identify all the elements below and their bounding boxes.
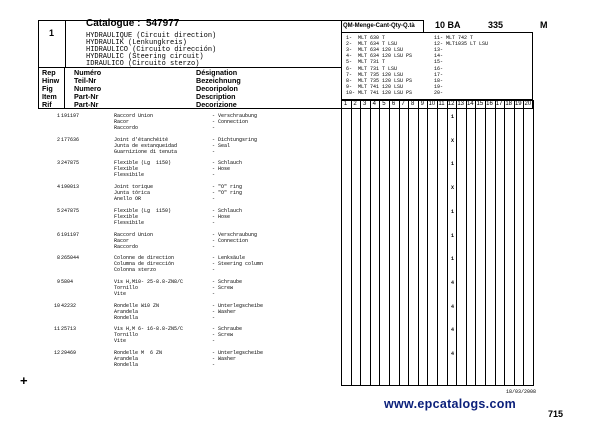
catalogue-number: 547977 [146, 18, 180, 29]
description-de: - Lenksäule [212, 255, 246, 262]
column-number: 3 [363, 101, 367, 107]
column-number: 14 [466, 101, 474, 107]
description-fr: Joint d'étanchéité [114, 136, 169, 143]
description-dash: - [212, 338, 216, 345]
item-number: 9 [56, 278, 60, 285]
column-number: 11 [438, 101, 445, 107]
grid-line [418, 100, 419, 386]
part-number: 190013 [61, 184, 80, 191]
description-en: - Hose [212, 213, 231, 220]
part-number: 191197 [61, 113, 80, 119]
catalogue-label: Catalogue : [86, 18, 141, 29]
model-entry: 9- MLT 741 120 LSU [346, 83, 404, 90]
description-it: Vite [114, 290, 127, 297]
column-number: 8 [411, 101, 415, 107]
model-entry: 2- MLT 634 T LSU [346, 41, 398, 48]
item-number: 12 [53, 350, 60, 356]
model-entry: 3- MLT 634 120 LSU [346, 47, 404, 54]
model-entry: 19- [434, 83, 444, 90]
divider [64, 67, 65, 109]
description-es: Columna de dirección [114, 261, 175, 268]
column-header-description: Désignation Bezeichnung Decoripolon Description Decorizione [196, 68, 241, 109]
description-it: Raccordo [114, 243, 139, 250]
description-dash: - [212, 314, 216, 321]
description-fr: Flexible (Lg 1150) [114, 207, 172, 214]
description-it: Guarnizione di tenuta [114, 148, 178, 155]
quantity-value: X [451, 137, 455, 144]
model-letter: M [540, 20, 548, 30]
description-en: - Screw [212, 284, 234, 291]
description-en: - Hose [212, 166, 231, 173]
description-en: - Washer [212, 356, 237, 362]
description-fr: Flexible (Lg 1150) [114, 160, 172, 167]
quantity-value: 1 [451, 208, 455, 215]
description-es: Racor [114, 119, 130, 125]
part-number: 29469 [61, 350, 77, 356]
model-entry: 15- [434, 59, 444, 66]
item-number: 5 [56, 207, 60, 214]
column-number: 1 [343, 101, 348, 107]
column-number: 16 [486, 101, 493, 107]
part-number: 191197 [61, 231, 80, 238]
description-fr: Joint torique [114, 184, 154, 191]
description-fr: Rondelle M 6 ZN [114, 350, 163, 356]
description-en: - Connection [212, 237, 249, 244]
column-number: 4 [372, 101, 376, 107]
column-number: 19 [514, 101, 522, 107]
grid-line [360, 100, 361, 386]
quantity-value: 4 [451, 279, 455, 286]
description-de: - Verschraubung [212, 231, 258, 238]
description-it: Flessibile [114, 219, 145, 226]
page-index: 1 [49, 28, 55, 38]
model-code: 10 BA [435, 20, 461, 30]
description-de: - Schraube [212, 326, 243, 333]
description-en: - Seal [212, 142, 231, 149]
quantity-value: 1 [451, 114, 455, 120]
grid-line [514, 100, 515, 386]
description-fr: Raccord Union [114, 113, 154, 119]
column-number: 13 [457, 101, 465, 107]
grid-line [533, 100, 534, 386]
description-dash: - [212, 196, 216, 203]
description-fr: Vis H,M10- 25-8.8-ZN8/C [114, 278, 184, 285]
quantity-value: 4 [451, 303, 455, 310]
description-it: Vite [114, 338, 127, 345]
part-number: 177636 [61, 136, 80, 143]
description-de: - Unterlegscheibe [212, 350, 264, 356]
column-number: 10 [428, 101, 436, 107]
grid-line [523, 100, 524, 386]
print-date: 18/03/2008 [506, 389, 537, 395]
description-it: Rondella [114, 314, 139, 321]
quantity-value: 1 [451, 232, 455, 239]
model-entry: 17- [434, 71, 444, 78]
model-entry: 16- [434, 65, 444, 72]
description-es: Flexible [114, 213, 139, 220]
item-number: 10 [53, 302, 60, 309]
grid-line [456, 100, 457, 386]
description-en: - Connection [212, 119, 249, 125]
description-de: - Verschraubung [212, 113, 258, 119]
quantity-value: 4 [451, 327, 455, 334]
description-dash: - [212, 172, 216, 179]
item-number: 1 [56, 113, 60, 119]
description-es: Tornillo [114, 284, 139, 291]
grid-line [437, 100, 438, 386]
description-de: - Dichtungsring [212, 136, 258, 143]
description-en: - "O" ring [212, 190, 243, 197]
part-number: 247875 [61, 160, 80, 167]
model-entry: 14- [434, 53, 444, 60]
description-it: Raccordo [114, 125, 139, 131]
grid-line [351, 100, 352, 386]
quantity-value: 1 [451, 256, 455, 263]
description-es: Arandela [114, 356, 139, 362]
model-entry: 6- MLT 731 T LSU [346, 65, 398, 72]
grid-line [447, 100, 448, 386]
item-number: 8 [56, 255, 60, 262]
description-fr: Vis H,M 6- 16-8.8-ZN5/C [114, 326, 184, 333]
description-en: - Washer [212, 308, 237, 315]
model-entry: 8- MLT 735 120 LSU PS [346, 77, 413, 84]
column-header-part: Numéro Teil-Nr Numero Part-Nr Part-Nr [74, 68, 102, 109]
part-number: 42232 [61, 302, 77, 309]
column-number: 15 [476, 101, 484, 107]
description-dash: - [212, 148, 216, 155]
section-title-it: IDRAULICO (Circuito sterzo) [86, 60, 200, 68]
section-title-en: HYDRAULIC (Steering circuit) [86, 53, 204, 61]
model-entry: 5- MLT 731 T [346, 59, 386, 66]
description-dash: - [212, 125, 216, 131]
column-number: 2 [353, 101, 357, 107]
column-number: 17 [495, 101, 503, 107]
part-number: 247875 [61, 207, 80, 214]
description-es: Racor [114, 237, 130, 244]
grid-line [466, 100, 467, 386]
description-de: - Schraube [212, 278, 243, 285]
item-number: 3 [56, 160, 60, 167]
description-dash: - [212, 362, 216, 368]
description-it: Rondella [114, 362, 139, 368]
description-en: - Steering column [212, 261, 264, 268]
item-number: 2 [56, 136, 60, 143]
description-de: - "O" ring [212, 184, 243, 191]
grid-line [504, 100, 505, 386]
qty-label: QM-Menge-Cant-Qty-Q.tà [343, 23, 415, 29]
part-number: 5804 [61, 278, 74, 285]
quantity-value: 4 [451, 351, 455, 357]
description-es: Flexible [114, 166, 139, 173]
part-number: 265044 [61, 255, 80, 262]
description-it: Colonna sterzo [114, 267, 157, 274]
grid-line [341, 100, 342, 386]
page-number: 715 [548, 409, 564, 419]
description-fr: Colonne de direction [114, 255, 175, 262]
description-dash: - [212, 243, 216, 250]
description-dash: - [212, 267, 216, 274]
description-de: - Unterlegscheibe [212, 302, 264, 309]
description-it: Anello OR [114, 196, 142, 203]
grid-line [485, 100, 486, 386]
description-es: Junta de estanqueidad [114, 142, 178, 149]
model-entry: 4- MLT 634 120 LSU PS [346, 53, 413, 60]
grid-line [495, 100, 496, 386]
description-it: Flessibile [114, 172, 145, 179]
model-number: 335 [488, 20, 504, 30]
description-fr: Rondelle W10 ZN [114, 302, 160, 309]
quantity-value: X [451, 185, 455, 192]
grid-line [408, 100, 409, 386]
model-entry: 10- MLT 741 120 LSU PS [346, 89, 413, 96]
section-title-es: HIDRAULICO (Circuito dirección) [86, 46, 217, 54]
model-entry: 7- MLT 735 120 LSU [346, 71, 404, 78]
part-number: 25713 [61, 326, 77, 333]
grid-line [370, 100, 371, 386]
model-entry: 11- MLT 742 T [434, 35, 474, 41]
plus-mark: + [20, 373, 28, 388]
description-de: - Schlauch [212, 207, 243, 214]
model-entry: 20- [434, 89, 444, 96]
description-de: - Schlauch [212, 160, 243, 167]
section-title-fr: HYDRAULIQUE (Circuit direction) [86, 32, 217, 40]
model-entry: 12- MLT1035 LT LSU [434, 41, 489, 48]
model-entry: 1- MLT 630 T [346, 35, 386, 41]
watermark: www.epcatalogs.com [384, 397, 517, 411]
grid-line [427, 100, 428, 386]
description-es: Arandela [114, 308, 139, 315]
grid-line [389, 100, 390, 386]
section-title-de: HYDRAULIK (Lenkungkreis) [86, 39, 187, 47]
grid-line [379, 100, 380, 386]
column-number: 9 [420, 101, 424, 107]
column-header-item: Rep Hinw Fig Item Rif [42, 68, 60, 109]
grid-line [475, 100, 476, 386]
item-number: 6 [56, 231, 60, 238]
column-number: 5 [382, 101, 386, 107]
grid-line [399, 100, 400, 386]
description-dash: - [212, 290, 216, 297]
model-entry: 18- [434, 77, 444, 84]
column-number: 6 [391, 101, 396, 107]
column-number: 7 [401, 101, 405, 107]
description-es: Tornillo [114, 332, 139, 339]
model-entry: 13- [434, 47, 444, 54]
description-es: Junta tórica [114, 190, 151, 197]
column-number: 20 [524, 101, 532, 107]
item-number: 4 [56, 184, 60, 191]
item-number: 11 [53, 326, 60, 333]
description-fr: Raccord Union [114, 231, 154, 238]
description-dash: - [212, 219, 216, 226]
quantity-value: 1 [451, 161, 455, 168]
description-en: - Screw [212, 332, 234, 339]
column-number: 18 [505, 101, 513, 107]
column-number: 12 [447, 101, 455, 107]
